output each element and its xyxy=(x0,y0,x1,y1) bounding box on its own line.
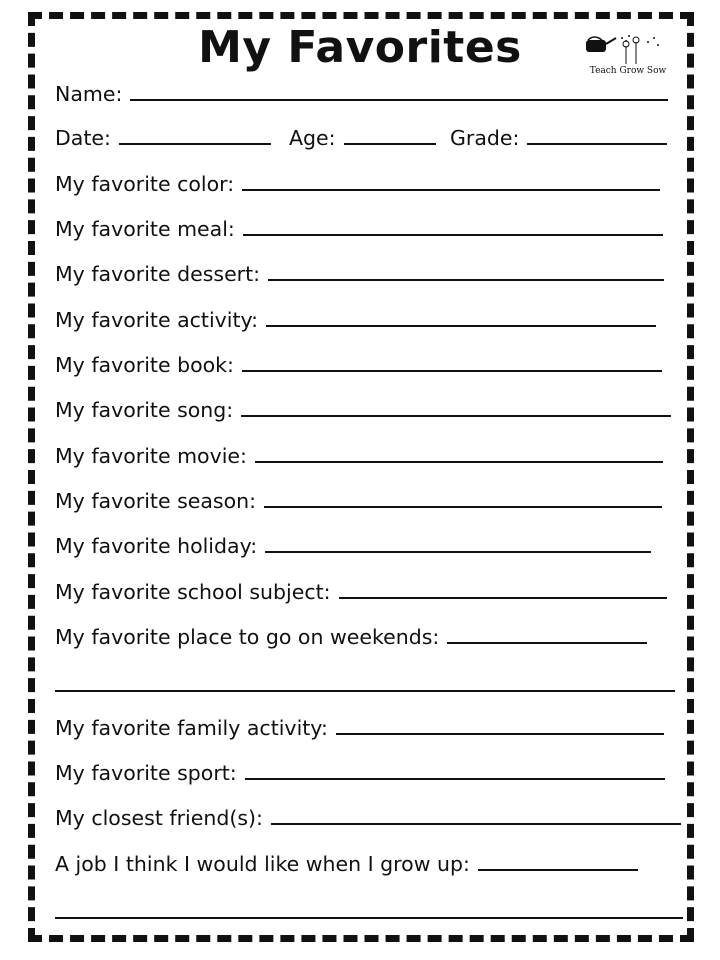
date-blank-line[interactable] xyxy=(119,143,271,145)
favorite-meal-field xyxy=(55,213,663,241)
favorite-dessert-blank-line[interactable] xyxy=(268,279,664,281)
favorite-movie-blank-line[interactable] xyxy=(255,461,663,463)
favorite-meal-blank-line[interactable] xyxy=(243,234,663,236)
future-job-label: A job I think I would like when I grow up: xyxy=(55,852,470,876)
favorite-weekend-place-label: My favorite place to go on weekends: xyxy=(55,625,440,649)
name-label: Name: xyxy=(55,82,123,106)
name-blank-line[interactable] xyxy=(130,99,668,101)
favorite-weekend-place-extra-line[interactable] xyxy=(55,690,675,692)
logo-text: Teach Grow Sow xyxy=(589,66,667,76)
favorite-movie-label: My favorite movie: xyxy=(55,444,247,468)
closest-friends-field xyxy=(55,802,681,830)
favorite-song-blank-line[interactable] xyxy=(241,415,671,417)
favorite-dessert-label: My favorite dessert: xyxy=(55,262,261,286)
favorite-activity-label: My favorite activity: xyxy=(55,308,259,332)
watering-can-icon xyxy=(582,30,674,66)
favorite-season-blank-line[interactable] xyxy=(264,506,662,508)
favorite-movie-field xyxy=(55,440,663,468)
grade-blank-line[interactable] xyxy=(527,143,667,145)
age-label: Age: xyxy=(289,126,336,150)
favorite-activity-field xyxy=(55,304,656,332)
page-title: My Favorites xyxy=(198,22,522,73)
favorite-activity-blank-line[interactable] xyxy=(266,325,656,327)
favorite-color-blank-line[interactable] xyxy=(242,189,660,191)
favorite-season-label: My favorite season: xyxy=(55,489,257,513)
favorite-sport-field xyxy=(55,757,665,785)
favorite-dessert-field xyxy=(55,258,664,286)
favorite-book-field xyxy=(55,349,662,377)
favorite-song-field xyxy=(55,394,671,422)
favorite-color-label: My favorite color: xyxy=(55,172,235,196)
favorite-holiday-label: My favorite holiday: xyxy=(55,534,258,558)
favorite-holiday-field xyxy=(55,530,651,558)
date-label: Date: xyxy=(55,126,111,150)
favorite-book-blank-line[interactable] xyxy=(242,370,662,372)
date-field xyxy=(55,122,271,150)
future-job-blank-line[interactable] xyxy=(478,869,638,871)
grade-label: Grade: xyxy=(450,126,520,150)
favorite-weekend-place-field xyxy=(55,621,647,649)
name-field xyxy=(55,78,668,106)
closest-friends-label: My closest friend(s): xyxy=(55,806,263,830)
favorite-season-field xyxy=(55,485,662,513)
favorite-family-activity-blank-line[interactable] xyxy=(336,733,664,735)
future-job-field xyxy=(55,848,638,876)
favorite-school-subject-field xyxy=(55,576,667,604)
teach-grow-sow-logo xyxy=(582,30,674,80)
favorite-book-label: My favorite book: xyxy=(55,353,234,377)
favorite-school-subject-label: My favorite school subject: xyxy=(55,580,331,604)
age-field xyxy=(289,122,436,150)
favorite-color-field xyxy=(55,168,660,196)
favorite-weekend-place-blank-line[interactable] xyxy=(447,642,647,644)
closest-friends-blank-line[interactable] xyxy=(271,823,681,825)
favorite-sport-blank-line[interactable] xyxy=(245,778,665,780)
favorite-family-activity-field xyxy=(55,712,664,740)
favorite-holiday-blank-line[interactable] xyxy=(265,551,651,553)
favorite-school-subject-blank-line[interactable] xyxy=(339,597,667,599)
favorite-family-activity-label: My favorite family activity: xyxy=(55,716,328,740)
grade-field xyxy=(450,122,667,150)
age-blank-line[interactable] xyxy=(344,143,436,145)
favorite-meal-label: My favorite meal: xyxy=(55,217,235,241)
favorite-song-label: My favorite song: xyxy=(55,398,234,422)
future-job-extra-line[interactable] xyxy=(55,917,683,919)
favorite-sport-label: My favorite sport: xyxy=(55,761,237,785)
